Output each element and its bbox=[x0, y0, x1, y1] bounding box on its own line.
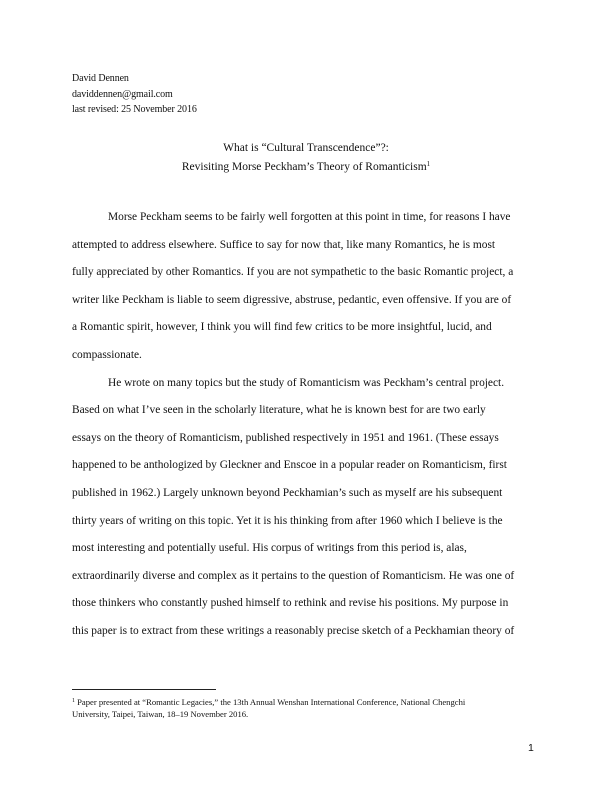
paragraph-2-line: Based on what I’ve seen in the scholarly literature, what he is known best for are two early bbox=[72, 404, 486, 417]
author-email: daviddennen@gmail.com bbox=[72, 88, 173, 100]
paragraph-2-line: most interesting and potentially useful. His corpus of writings from this period is, alas, bbox=[72, 542, 467, 555]
paragraph-2-line: published in 1962.) Largely unknown beyond Peckhamian’s such as myself are his subsequent bbox=[72, 486, 503, 499]
author-name: David Dennen bbox=[72, 73, 129, 84]
footnote-line-2: University, Taipei, Taiwan, 18–19 November 2016. bbox=[72, 709, 249, 719]
footnote-separator bbox=[72, 689, 216, 690]
paper-title bbox=[72, 139, 540, 177]
paragraph-2-line: He wrote on many topics but the study of Romanticism was Peckham’s central project. bbox=[108, 376, 505, 389]
footnote-marker: 1 bbox=[72, 698, 75, 704]
revision-date: last revised: 25 November 2016 bbox=[72, 104, 197, 115]
paragraph-1-line: compassionate. bbox=[72, 348, 142, 361]
paragraph-1-line: a Romantic spirit, however, I think you will find few critics to be more insightful, lucid, and bbox=[72, 321, 492, 334]
title-line-1: What is “Cultural Transcendence”?: bbox=[223, 142, 389, 154]
author-block bbox=[72, 71, 197, 118]
paragraph-1-line: Morse Peckham seems to be fairly well forgotten at this point in time, for reasons I have bbox=[108, 211, 511, 223]
paragraph-2-line: happened to be anthologized by Gleckner and Enscoe in a popular reader on Romanticism, first bbox=[72, 459, 507, 472]
paragraph-2-line: essays on the theory of Romanticism, published respectively in 1951 and 1961. (These essays bbox=[72, 431, 499, 444]
page-number: 1 bbox=[528, 742, 534, 754]
paragraph-1-line: attempted to address elsewhere. Suffice to say for now that, like many Romantics, he is most bbox=[72, 238, 496, 251]
paragraph-2-line: those thinkers who constantly pushed himself to rethink and revise his positions. My purpose in bbox=[72, 597, 509, 610]
paragraph-1-line: fully appreciated by other Romantics. If you are not sympathetic to the basic Romantic project, a bbox=[72, 266, 514, 279]
title-line-2 bbox=[72, 158, 540, 177]
body-text bbox=[72, 204, 540, 646]
paragraph-2-line: extraordinarily diverse and complex as it pertains to the question of Romanticism. He was one of bbox=[72, 569, 515, 582]
footnote bbox=[72, 696, 542, 720]
paragraph-2-line: this paper is to extract from these writings a reasonably precise sketch of a Peckhamian theory of bbox=[72, 624, 515, 637]
paragraph-2-line: thirty years of writing on this topic. Yet it is his thinking from after 1960 which I believe is the bbox=[72, 514, 503, 527]
title-line-2-text: Revisiting Morse Peckham’s Theory of Romanticism bbox=[181, 161, 427, 173]
paragraph-1-line: writer like Peckham is liable to seem digressive, abstruse, pedantic, even offensive. If you are of bbox=[72, 293, 512, 306]
footnote-text-1: Paper presented at “Romantic Legacies,” the 13th Annual Wenshan International Conference, National Chengchi bbox=[77, 697, 466, 707]
footnote-line-1 bbox=[72, 696, 542, 708]
title-footnote-marker: 1 bbox=[426, 160, 431, 168]
